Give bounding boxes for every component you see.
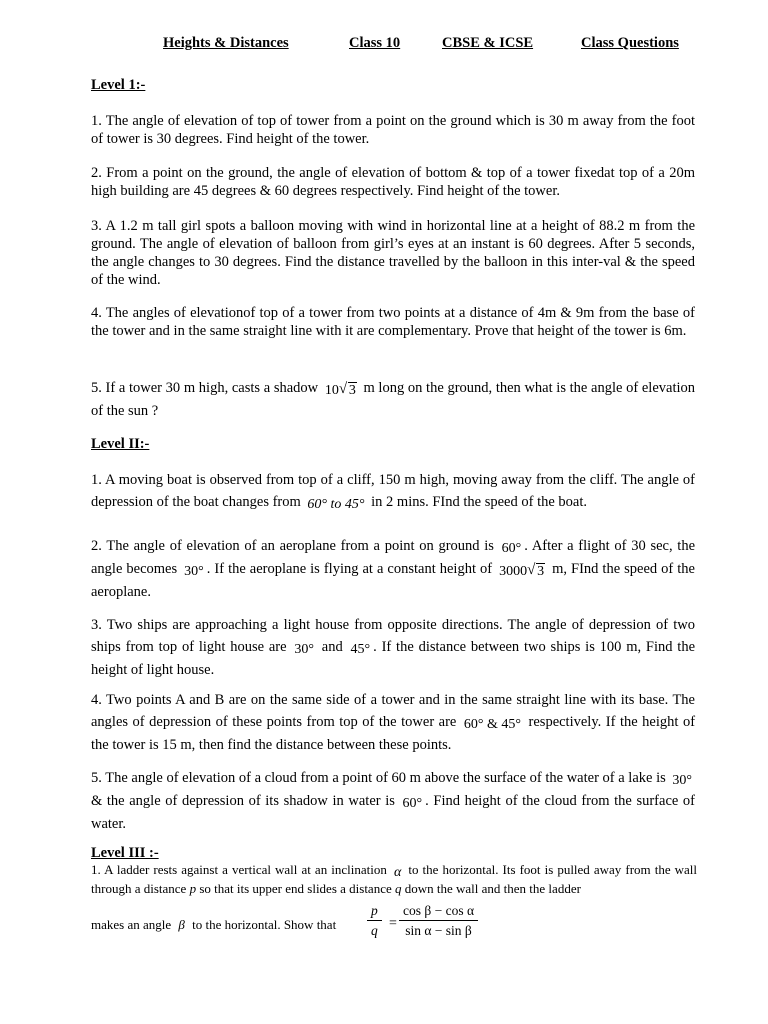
q5-text-a: 5. If a tower 30 m high, casts a shadow — [91, 380, 319, 396]
sqrt-symbol: √ 3 — [338, 381, 356, 398]
q5-radicand: 3 — [348, 383, 356, 398]
l3q1-text-d: down the wall and then the ladder — [404, 881, 581, 896]
level2-question-2 — [91, 535, 695, 603]
level3-heading: Level III :- — [91, 845, 159, 861]
p-symbol: p — [189, 881, 197, 896]
level2-question-5 — [91, 767, 695, 835]
level2-heading: Level II:- — [91, 436, 150, 452]
l3q1-text-b: to the horizontal. Its foot is pulled away from the wall through a distance — [91, 862, 698, 896]
level2-question-3 — [91, 614, 695, 681]
header-class: Class 10 — [349, 35, 401, 51]
l2q5-math-2: 60° — [402, 796, 423, 811]
l2q5-text-a: 5. The angle of elevation of a cloud from a point of 60 m above the surface of the water of a lake is — [91, 770, 666, 786]
l2q3-text-a: 3. Two ships are approaching a light house from opposite directions. The angle of depression of two ships from top of light house are — [91, 617, 695, 655]
equals-sign: = — [389, 916, 397, 931]
level1-question-5 — [91, 377, 695, 422]
beta-symbol: β — [178, 917, 185, 932]
fraction-p-over-q — [367, 903, 382, 939]
l2q5-text-b: & the angle of depression of its shadow in water is — [91, 793, 395, 809]
l2q4-text-b: respectively. If the height of the tower is 15 m, then find the distance between these points. — [91, 714, 696, 753]
l2q3-text-b: and — [321, 639, 343, 655]
l2q4-math: 60° & 45° — [463, 717, 521, 732]
l2q2-text-a: 2. The angle of elevation of an aeroplane from a point on ground is — [91, 538, 494, 554]
header-title: Heights & Distances — [163, 35, 289, 51]
fraction-trig — [399, 903, 478, 939]
level1-heading: Level 1:- — [91, 77, 146, 93]
fraction-numerator: cos β − cos α — [399, 903, 478, 921]
fraction-denominator: q — [371, 923, 378, 938]
level2-question-1 — [91, 469, 695, 514]
level1-question-2: 2. From a point on the ground, the angle of elevation of bottom & top of a tower fixedat top of a 20m high building are 45 degrees & 60 degrees respectively. Find height of the tower. — [91, 165, 695, 199]
l3q1-text-a: 1. A ladder rests against a vertical wall at an inclination — [91, 862, 387, 877]
l2q3-math-2: 45° — [350, 642, 371, 657]
level3-question-1 — [91, 861, 697, 898]
formula-label — [91, 917, 336, 933]
level1-question-1: 1. The angle of elevation of top of tower from a point on the ground which is 30 m away from the foot of tower is 30 degrees. Find height of the tower. — [91, 113, 695, 147]
l2q2-math-3 — [496, 561, 548, 583]
l3q1-text-c: so that its upper end slides a distance — [199, 881, 392, 896]
level1-question-3: 3. A 1.2 m tall girl spots a balloon moving with wind in horizontal line at a height of 88.2 m from the ground. The angle of elevation of balloon from girl’s eyes at an instant is 60 degrees. After 5 seconds, the angle changes to 30 degrees. Find the distance travelled by the balloon in this inter-val & the speed of the wind. — [91, 218, 695, 288]
l2q1-text-b: in 2 mins. FInd the speed of the boat. — [371, 494, 587, 510]
header-type: Class Questions — [581, 35, 679, 51]
q5-coef: 10 — [324, 383, 339, 398]
l3q1-text-f: to the horizontal. Show that — [192, 917, 337, 932]
l2q4-text-a: 4. Two points A and B are on the same side of a tower and in the same straight line with its base. The angles of depression of these points from top of the tower are — [91, 692, 695, 730]
q5-text-b: m long on the ground, then what is the angle of elevation of the sun ? — [91, 380, 696, 419]
level2-question-4 — [91, 689, 695, 756]
fraction-denominator: sin α − sin β — [405, 923, 472, 938]
l2q3-text-c: . If the distance between two ships is 100 m, Find the height of light house. — [91, 639, 696, 678]
l2q3-math-1: 30° — [294, 642, 314, 657]
l3q1-text-e: makes an angle — [91, 917, 172, 932]
l2q2-math-2: 30° — [184, 564, 204, 579]
l2q5-text-c: . Find height of the cloud from the surface of water. — [91, 793, 696, 832]
fraction-numerator: p — [367, 903, 382, 921]
l2q2-coef: 3000 — [499, 564, 528, 579]
header-board: CBSE & ICSE — [442, 35, 534, 51]
l2q2-math-1: 60° — [501, 541, 522, 556]
header — [0, 35, 768, 55]
l2q1-text-a: 1. A moving boat is observed from top of a cliff, 150 m high, moving away from the cliff. The angle of depression of the boat changes from — [91, 472, 695, 510]
l2q1-math: 60° to 45° — [307, 497, 365, 512]
l2q5-math-1: 30° — [672, 773, 692, 788]
level1-question-4: 4. The angles of elevationof top of a tower from two points at a distance of 4m & 9m from the base of the tower and in the same straight line with it are complementary. Prove that height of the tower is 6m. — [91, 305, 695, 339]
l2q2-radicand: 3 — [537, 564, 545, 579]
sqrt-symbol: √ 3 — [527, 562, 545, 579]
q-symbol: q — [395, 881, 402, 896]
q5-math — [322, 380, 360, 402]
l2q2-text-c: . If the aeroplane is flying at a constant height of — [206, 561, 493, 577]
alpha-symbol: α — [393, 865, 402, 880]
level3-formula-line — [91, 903, 695, 943]
l2q2-text-d: m, FInd the speed of the aeroplane. — [91, 561, 695, 600]
l2q2-text-b: . After a flight of 30 sec, the angle becomes — [91, 538, 696, 577]
